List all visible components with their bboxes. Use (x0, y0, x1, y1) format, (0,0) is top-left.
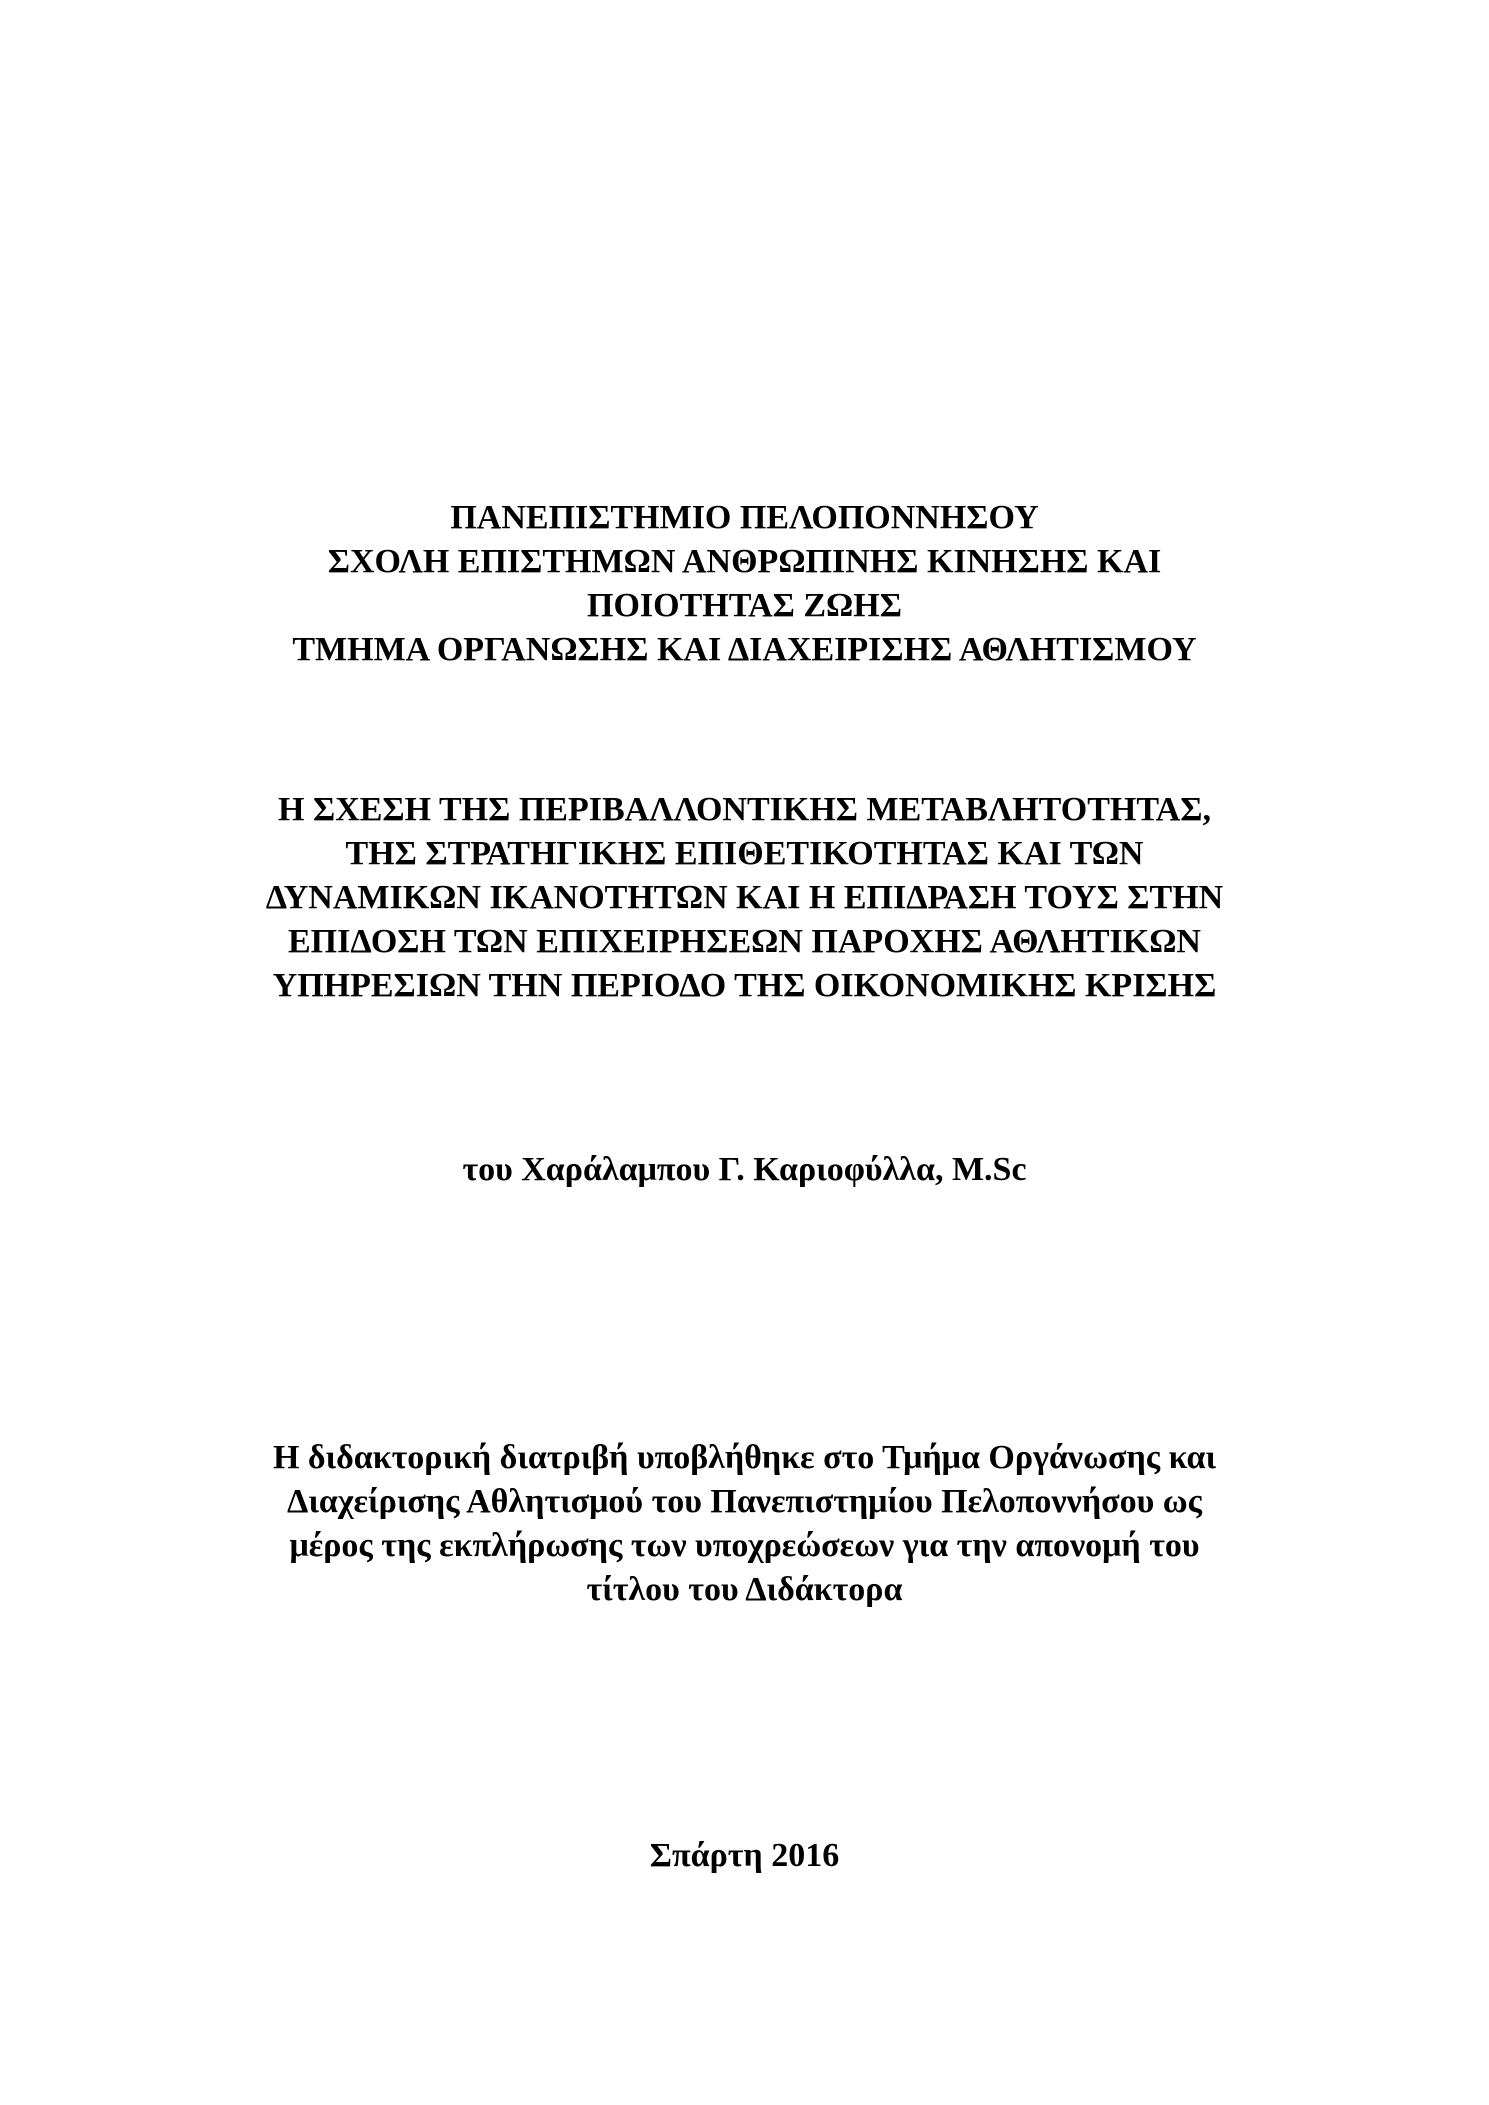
submission-line-1: Η διδακτορική διατριβή υποβλήθηκε στο Τμήμα Οργάνωσης και (272, 1439, 1217, 1476)
school-name-line-2: ΠΟΙΟΤΗΤΑΣ ΖΩΗΣ (587, 587, 902, 624)
submission-statement (0, 1436, 1489, 1612)
author-name: του Χαράλαμπου Γ. Καριοφύλλα, M.Sc (462, 1151, 1027, 1188)
thesis-title-line-3: ΔΥΝΑΜΙΚΩΝ ΙΚΑΝΟΤΗΤΩΝ ΚΑΙ Η ΕΠΙΔΡΑΣΗ ΤΟΥΣ ΣΤΗΝ (265, 879, 1224, 916)
university-name: ΠΑΝΕΠΙΣΤΗΜΙΟ ΠΕΛΟΠΟΝΝΗΣΟΥ (450, 499, 1039, 536)
thesis-title (0, 788, 1489, 1008)
place-year-text: Σπάρτη 2016 (649, 1837, 840, 1874)
thesis-title-line-2: ΤΗΣ ΣΤΡΑΤΗΓΙΚΗΣ ΕΠΙΘΕΤΙΚΟΤΗΤΑΣ ΚΑΙ ΤΩΝ (345, 835, 1144, 872)
thesis-title-line-5: ΥΠΗΡΕΣΙΩΝ ΤΗΝ ΠΕΡΙΟΔΟ ΤΗΣ ΟΙΚΟΝΟΜΙΚΗΣ ΚΡΙΣΗΣ (272, 967, 1217, 1004)
department-name: ΤΜΗΜΑ ΟΡΓΑΝΩΣΗΣ ΚΑΙ ΔΙΑΧΕΙΡΙΣΗΣ ΑΘΛΗΤΙΣΜΟΥ (292, 631, 1197, 668)
institution-heading (0, 496, 1489, 672)
thesis-title-line-4: ΕΠΙΔΟΣΗ ΤΩΝ ΕΠΙΧΕΙΡΗΣΕΩΝ ΠΑΡΟΧΗΣ ΑΘΛΗΤΙΚΩΝ (288, 923, 1201, 960)
submission-line-3: μέρος της εκπλήρωσης των υποχρεώσεων για την απονομή του (289, 1527, 1200, 1564)
thesis-title-line-1: Η ΣΧΕΣΗ ΤΗΣ ΠΕΡΙΒΑΛΛΟΝΤΙΚΗΣ ΜΕΤΑΒΛΗΤΟΤΗΤΑΣ, (278, 791, 1211, 828)
place-and-year (0, 1834, 1489, 1878)
submission-line-4: τίτλου του Διδάκτορα (586, 1571, 903, 1608)
author-line (0, 1148, 1489, 1192)
submission-line-2: Διαχείρισης Αθλητισμού του Πανεπιστημίου Πελοποννήσου ως (287, 1483, 1202, 1520)
school-name-line-1: ΣΧΟΛΗ ΕΠΙΣΤΗΜΩΝ ΑΝΘΡΩΠΙΝΗΣ ΚΙΝΗΣΗΣ ΚΑΙ (327, 543, 1162, 580)
